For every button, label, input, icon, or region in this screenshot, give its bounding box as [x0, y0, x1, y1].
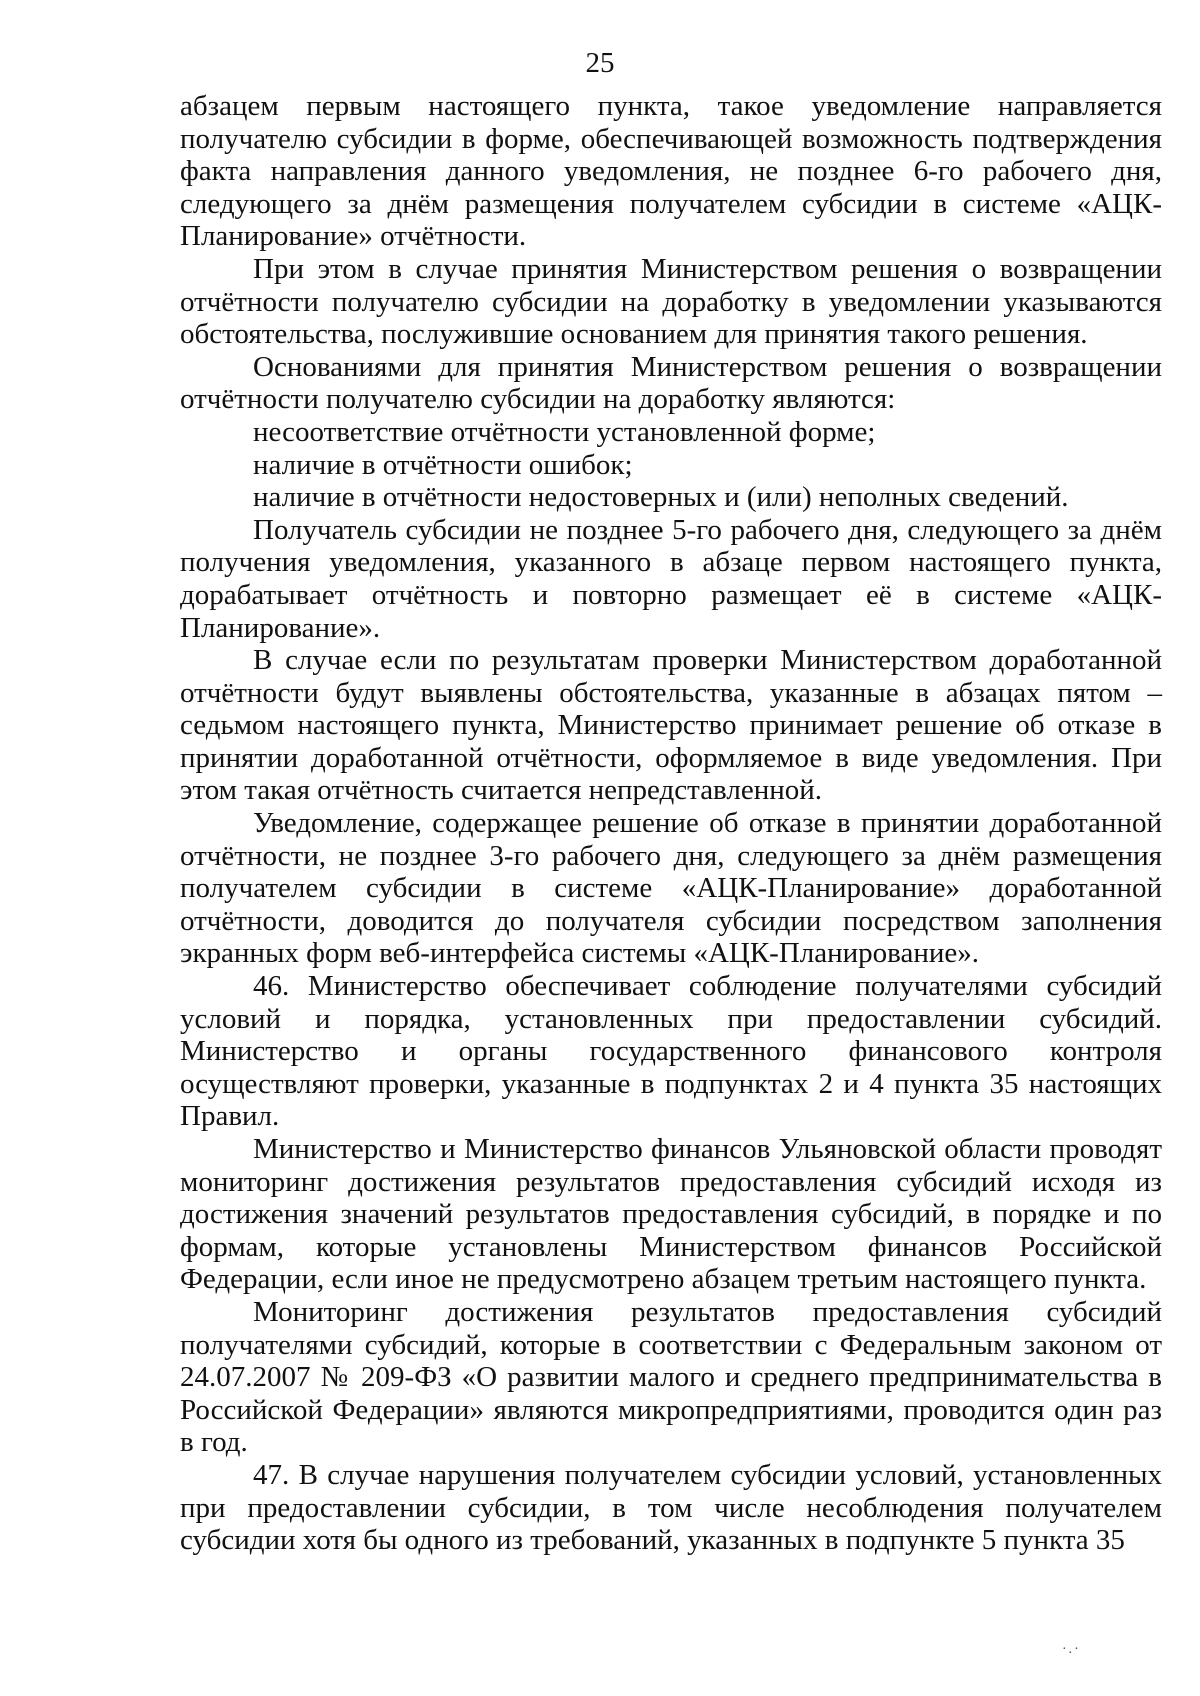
paragraph: Основаниями для принятия Министерством решения о возвращении отчётности получателю субсидии на доработку являются:: [180, 350, 1162, 416]
paragraph: несоответствие отчётности установленной форме;: [253, 415, 876, 448]
page-number: 25: [585, 47, 615, 79]
paragraph: 47. В случае нарушения получателем субсидии условий, установленных при предоставлении субсидии, в том числе несоблюдения получателем субсидии хотя бы одного из требований, указанных в подпункте 5 пункта 35: [180, 1458, 1162, 1557]
paragraph: 46. Министерство обеспечивает соблюдение получателями субсидий условий и порядка, установленных при предоставлении субсидий. Министерство и органы государственного финансового контроля осуществляют проверки, указанные в подпунктах 2 и 4 пункта 35 настоящих Правил.: [180, 970, 1162, 1133]
scan-mark: ·.·: [1062, 1642, 1081, 1657]
paragraph: Мониторинг достижения результатов предоставления субсидий получателями субсидий, которые в соответствии с Федеральным законом от 24.07.2007 № 209-ФЗ «О развитии малого и среднего предпринимательства в Российской Федерации» являются микропредприятиями, проводится один раз в год.: [180, 1295, 1162, 1459]
paragraph: наличие в отчётности ошибок;: [253, 448, 633, 481]
paragraph: наличие в отчётности недостоверных и (или) неполных сведений.: [253, 481, 1069, 514]
paragraph: При этом в случае принятия Министерством решения о возвращении отчётности получателю субсидии на доработку в уведомлении указываются обстоятельства, послужившие основанием для принятия такого решения.: [180, 252, 1162, 351]
document-body: [180, 90, 1162, 1557]
paragraph: абзацем первым настоящего пункта, такое уведомление направляется получателю субсидии в форме, обеспечивающей возможность подтверждения факта направления данного уведомления, не позднее 6-го рабочего дня, следующего за днём размещения получателем субсидии в системе «АЦК-Планирование» отчётности.: [180, 90, 1162, 253]
paragraph: Уведомление, содержащее решение об отказе в принятии доработанной отчётности, не позднее 3-го рабочего дня, следующего за днём размещения получателем субсидии в системе «АЦК-Планирование» доработанной отчётности, доводится до получателя субсидии посредством заполнения экранных форм веб-интерфейса системы «АЦК-Планирование».: [180, 807, 1162, 970]
paragraph: Получатель субсидии не позднее 5-го рабочего дня, следующего за днём получения уведомления, указанного в абзаце первом настоящего пункта, дорабатывает отчётность и повторно размещает её в системе «АЦК-Планирование».: [180, 513, 1162, 644]
paragraph: Министерство и Министерство финансов Ульяновской области проводят мониторинг достижения результатов предоставления субсидий исходя из достижения значений результатов предоставления субсидий, в порядке и по формам, которые установлены Министерством финансов Российской Федерации, если иное не предусмотрено абзацем третьим настоящего пункта.: [180, 1133, 1162, 1296]
paragraph: В случае если по результатам проверки Министерством доработанной отчётности будут выявлены обстоятельства, указанные в абзацах пятом – седьмом настоящего пункта, Министерство принимает решение об отказе в принятии доработанной отчётности, оформляемое в виде уведомления. При этом такая отчётность считается непредставленной.: [180, 644, 1162, 807]
